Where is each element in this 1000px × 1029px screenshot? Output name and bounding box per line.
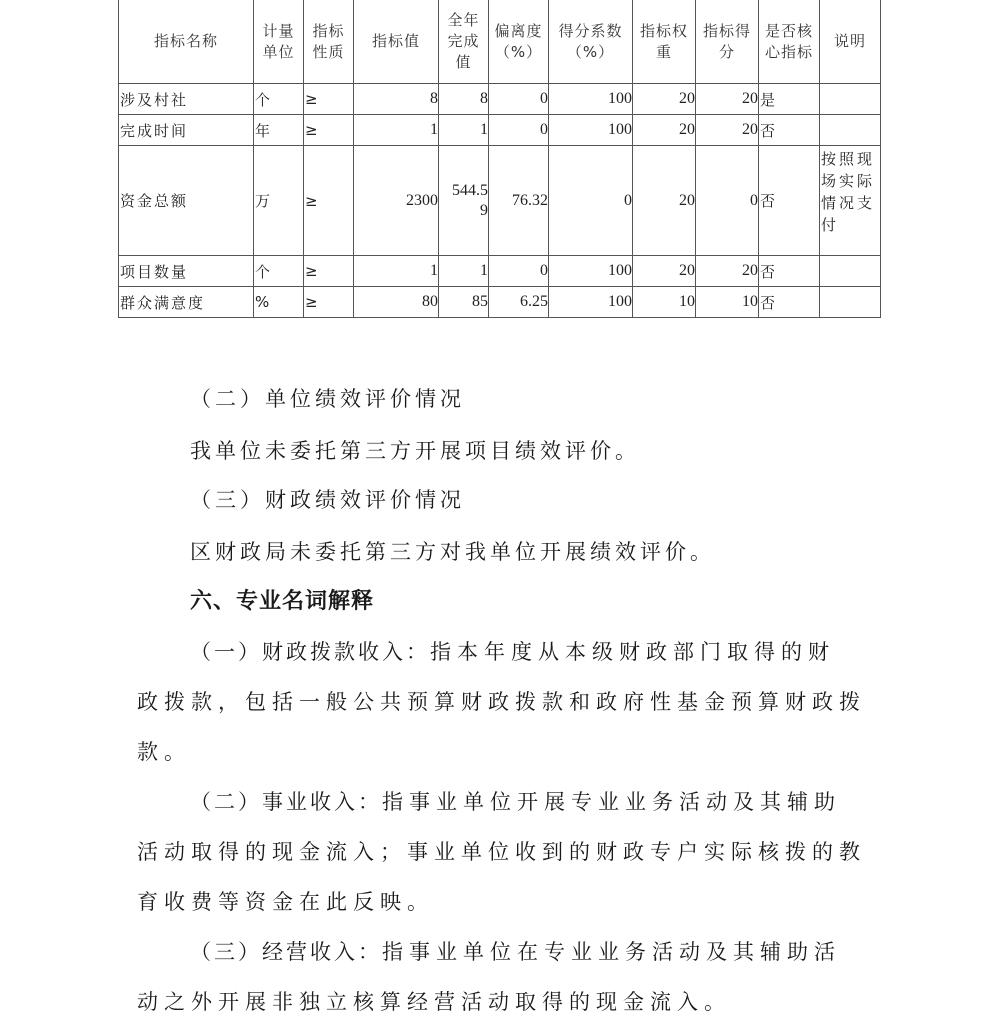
cell-target: 1 xyxy=(354,115,439,146)
glossary-term: （三）经营收入： xyxy=(190,940,382,964)
cell-unit: 年 xyxy=(254,115,304,146)
header-weight: 指标权 重 xyxy=(633,0,696,84)
glossary-text: 育收费等资金在此反映。 xyxy=(137,890,434,914)
table-row xyxy=(119,115,881,146)
cell-name: 资金总额 xyxy=(119,146,254,256)
cell-deviation: 0 xyxy=(489,84,549,115)
cell-done: 1 xyxy=(439,256,489,287)
finance-eval-heading: （三）财政绩效评价情况 xyxy=(190,488,465,512)
header-done: 全年 完成 值 xyxy=(439,0,489,84)
glossary-text: 活动取得的现金流入；事业单位收到的财政专户实际核拨的教 xyxy=(137,840,866,864)
cell-core: 否 xyxy=(759,115,820,146)
cell-score: 20 xyxy=(696,256,759,287)
cell-target: 8 xyxy=(354,84,439,115)
cell-core: 否 xyxy=(759,287,820,318)
cell-score: 20 xyxy=(696,115,759,146)
glossary-item-1-line-1 xyxy=(190,637,835,667)
cell-weight: 20 xyxy=(633,256,696,287)
table-row xyxy=(119,146,881,256)
cell-deviation: 0 xyxy=(489,256,549,287)
unit-eval-heading: （二）单位绩效评价情况 xyxy=(190,387,465,411)
note-line: 付 xyxy=(821,216,840,234)
cell-note xyxy=(820,287,881,318)
cell-nature: ≥ xyxy=(304,146,354,256)
cell-deviation: 0 xyxy=(489,115,549,146)
cell-note xyxy=(820,146,881,256)
table-header-row xyxy=(119,0,881,84)
cell-deviation: 76.32 xyxy=(489,146,549,256)
cell-done xyxy=(439,146,489,256)
cell-core: 否 xyxy=(759,146,820,256)
cell-coefficient: 100 xyxy=(549,287,633,318)
cell-core: 是 xyxy=(759,84,820,115)
cell-done: 8 xyxy=(439,84,489,115)
cell-weight: 10 xyxy=(633,287,696,318)
cell-target: 80 xyxy=(354,287,439,318)
cell-done-line: 9 xyxy=(480,201,488,219)
glossary-text: 款。 xyxy=(137,740,191,764)
unit-eval-text: 我单位未委托第三方开展项目绩效评价。 xyxy=(190,439,640,463)
table-row xyxy=(119,84,881,115)
cell-core: 否 xyxy=(759,256,820,287)
glossary-heading: 六、专业名词解释 xyxy=(190,589,375,614)
cell-name: 项目数量 xyxy=(119,256,254,287)
cell-unit: 个 xyxy=(254,256,304,287)
header-coefficient: 得分系数 （%） xyxy=(549,0,633,84)
performance-indicator-table xyxy=(118,0,881,318)
glossary-text: 动之外开展非独立核算经营活动取得的现金流入。 xyxy=(137,990,731,1014)
cell-weight: 20 xyxy=(633,146,696,256)
header-nature: 指标 性质 xyxy=(304,0,354,84)
cell-weight: 20 xyxy=(633,84,696,115)
glossary-text: 指事业单位在专业业务活动及其辅助活 xyxy=(382,940,841,964)
table-row xyxy=(119,287,881,318)
glossary-item-2-line-1 xyxy=(190,787,841,817)
cell-score: 10 xyxy=(696,287,759,318)
cell-done-line: 544.5 xyxy=(452,181,488,199)
glossary-item-3-line-1 xyxy=(190,937,841,967)
cell-note xyxy=(820,115,881,146)
cell-name: 群众满意度 xyxy=(119,287,254,318)
cell-coefficient: 100 xyxy=(549,84,633,115)
cell-name: 涉及村社 xyxy=(119,84,254,115)
cell-nature: ≥ xyxy=(304,256,354,287)
note-line: 情况支 xyxy=(821,194,876,212)
header-score: 指标得 分 xyxy=(696,0,759,84)
header-target: 指标值 xyxy=(354,0,439,84)
header-deviation: 偏离度 （%） xyxy=(489,0,549,84)
glossary-term: （一）财政拨款收入： xyxy=(190,640,430,664)
table-row xyxy=(119,256,881,287)
cell-target: 2300 xyxy=(354,146,439,256)
cell-target: 1 xyxy=(354,256,439,287)
cell-nature: ≥ xyxy=(304,115,354,146)
cell-coefficient: 100 xyxy=(549,256,633,287)
cell-note xyxy=(820,84,881,115)
cell-score: 20 xyxy=(696,84,759,115)
glossary-text: 指本年度从本级财政部门取得的财 xyxy=(430,640,835,664)
glossary-term: （二）事业收入： xyxy=(190,790,382,814)
header-unit: 计量 单位 xyxy=(254,0,304,84)
cell-score: 0 xyxy=(696,146,759,256)
glossary-text: 指事业单位开展专业业务活动及其辅助 xyxy=(382,790,841,814)
note-line: 场实际 xyxy=(821,172,876,190)
cell-nature: ≥ xyxy=(304,287,354,318)
cell-coefficient: 0 xyxy=(549,146,633,256)
cell-note xyxy=(820,256,881,287)
header-indicator-name: 指标名称 xyxy=(119,0,254,84)
finance-eval-text: 区财政局未委托第三方对我单位开展绩效评价。 xyxy=(190,540,715,564)
cell-coefficient: 100 xyxy=(549,115,633,146)
cell-name: 完成时间 xyxy=(119,115,254,146)
cell-unit: 个 xyxy=(254,84,304,115)
cell-unit: % xyxy=(254,287,304,318)
header-note: 说明 xyxy=(820,0,881,84)
cell-done: 85 xyxy=(439,287,489,318)
cell-weight: 20 xyxy=(633,115,696,146)
cell-done: 1 xyxy=(439,115,489,146)
cell-unit: 万 xyxy=(254,146,304,256)
note-line: 按照现 xyxy=(821,150,876,168)
glossary-text: 政拨款，包括一般公共预算财政拨款和政府性基金预算财政拨 xyxy=(137,690,866,714)
header-core: 是否核 心指标 xyxy=(759,0,820,84)
cell-deviation: 6.25 xyxy=(489,287,549,318)
cell-nature: ≥ xyxy=(304,84,354,115)
